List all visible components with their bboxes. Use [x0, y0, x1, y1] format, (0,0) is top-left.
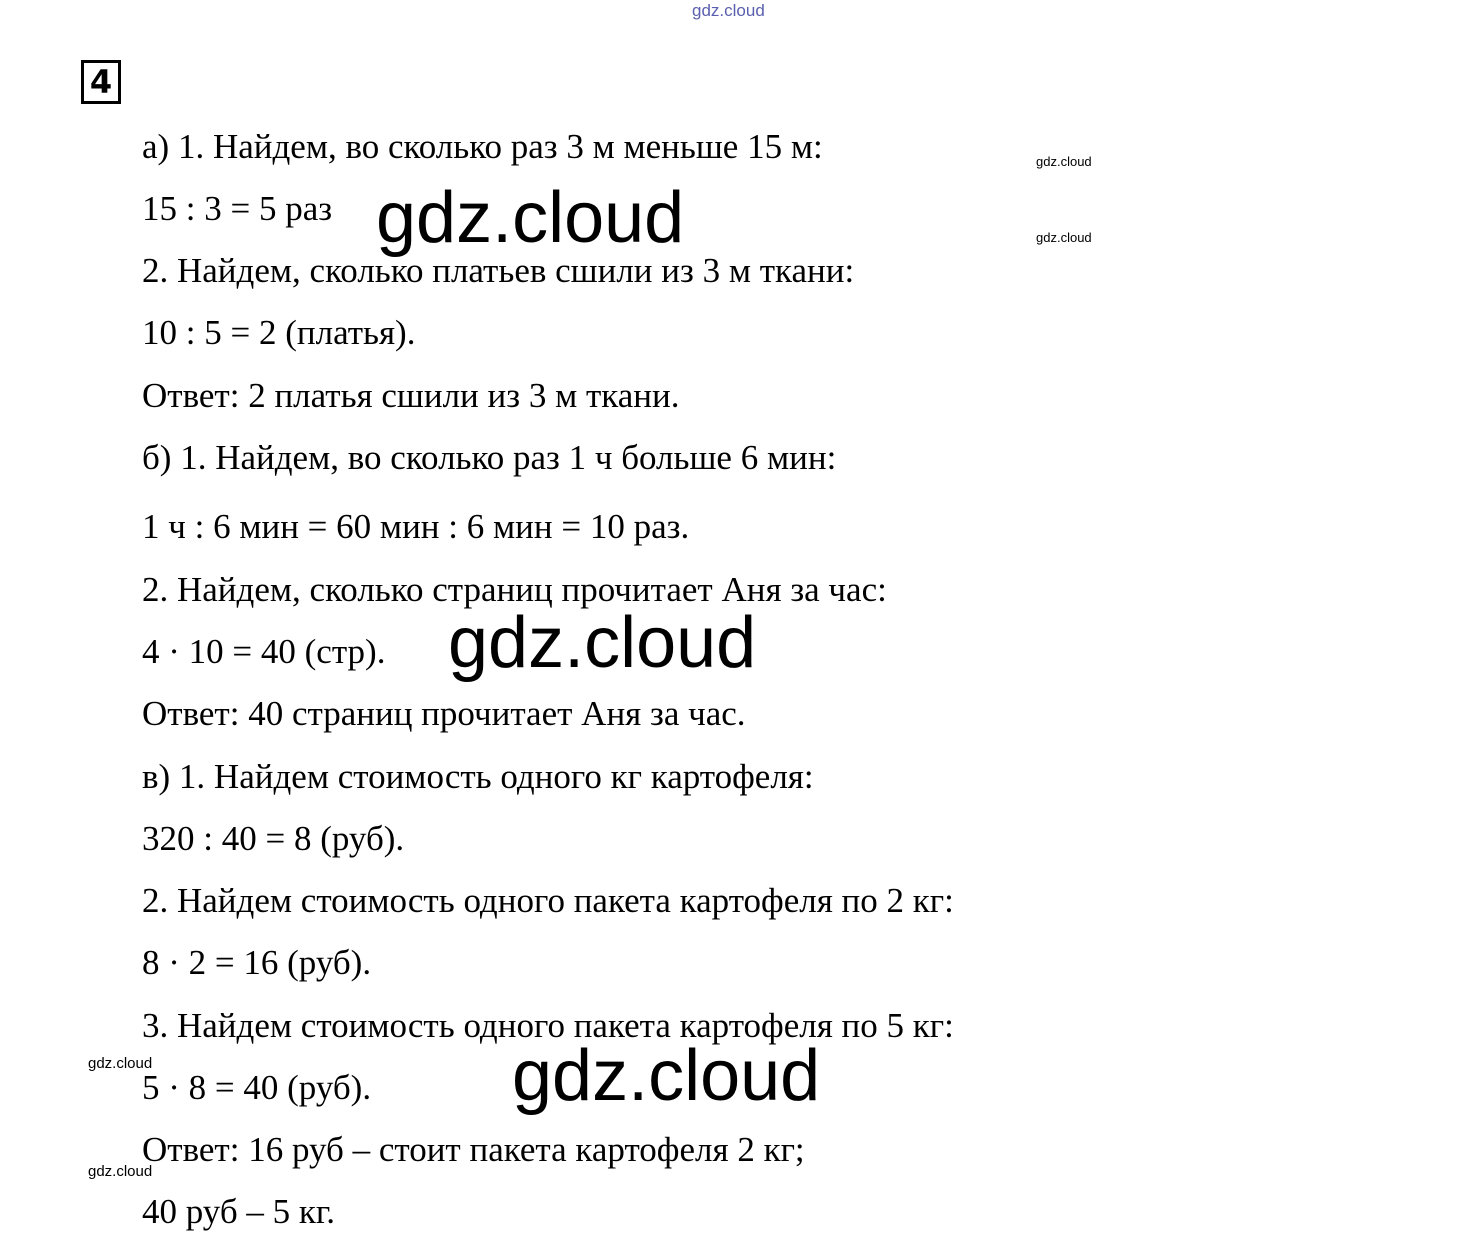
watermark-small: gdz.cloud — [1036, 230, 1092, 245]
solution-line: б) 1. Найдем, во сколько раз 1 ч больше 6 мин: — [142, 438, 837, 477]
solution-line: 5 · 8 = 40 (руб). — [142, 1068, 372, 1107]
solution-line: 10 : 5 = 2 (платья). — [142, 313, 416, 352]
solution-line: Ответ: 2 платья сшили из 3 м ткани. — [142, 376, 680, 415]
solution-line: 1 ч : 6 мин = 60 мин : 6 мин = 10 раз. — [142, 507, 690, 546]
watermark-large: gdz.cloud — [448, 603, 757, 683]
solution-line: 2. Найдем, сколько платьев сшили из 3 м ткани: — [142, 251, 855, 290]
solution-line: Ответ: 40 страниц прочитает Аня за час. — [142, 694, 746, 733]
watermark-large: gdz.cloud — [376, 178, 685, 258]
solution-line: в) 1. Найдем стоимость одного кг картофеля: — [142, 757, 814, 796]
solution-line: 15 : 3 = 5 раз — [142, 189, 333, 228]
watermark-large: gdz.cloud — [512, 1036, 821, 1116]
solution-line: 3. Найдем стоимость одного пакета картофеля по 5 кг: — [142, 1006, 954, 1045]
solution-line: 4 · 10 = 40 (стр). — [142, 632, 386, 671]
solution-line: 320 : 40 = 8 (руб). — [142, 819, 405, 858]
top-watermark: gdz.cloud — [692, 1, 765, 20]
solution-line: 2. Найдем, сколько страниц прочитает Аня за час: — [142, 570, 887, 609]
solution-line: 8 · 2 = 16 (руб). — [142, 943, 372, 982]
watermark-small: gdz.cloud — [88, 1055, 153, 1072]
watermark-small: gdz.cloud — [88, 1163, 153, 1180]
solution-line: 40 руб – 5 кг. — [142, 1192, 336, 1231]
solution-line: Ответ: 16 руб – стоит пакета картофеля 2 кг; — [142, 1130, 805, 1169]
solution-line: 2. Найдем стоимость одного пакета картофеля по 2 кг: — [142, 881, 954, 920]
watermark-small: gdz.cloud — [1036, 154, 1092, 169]
task-number-box: 4 — [81, 60, 121, 104]
solution-line: а) 1. Найдем, во сколько раз 3 м меньше 15 м: — [142, 127, 823, 166]
